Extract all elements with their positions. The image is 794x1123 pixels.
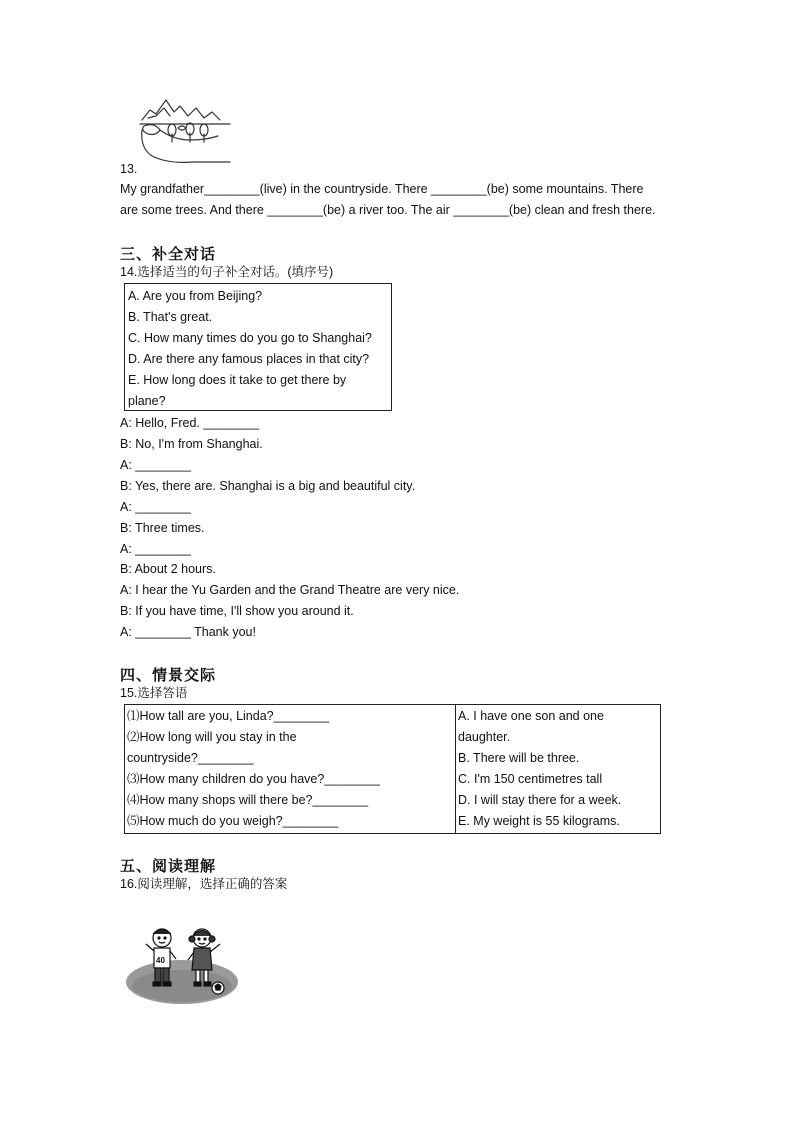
jersey-number: 40 bbox=[156, 956, 165, 965]
dialogue-line: A: ________ bbox=[120, 542, 191, 556]
q15-answer: D. I will stay there for a week. bbox=[458, 793, 622, 807]
dialogue-line: B: Three times. bbox=[120, 521, 205, 535]
dialogue-line: A: ________ bbox=[120, 500, 191, 514]
q14-options-box bbox=[124, 283, 392, 411]
q14-option: A. Are you from Beijing? bbox=[128, 289, 263, 303]
landscape-sketch-image bbox=[134, 96, 234, 166]
q14-option: E. How long does it take to get there by bbox=[128, 373, 347, 387]
dialogue-line: A: ________ bbox=[120, 458, 191, 472]
q14-option: B. That's great. bbox=[128, 310, 213, 324]
dialogue-line: A: Hello, Fred. ________ bbox=[120, 416, 259, 430]
q14-option: plane? bbox=[128, 394, 166, 408]
q13-line-2: are some trees. And there ________(be) a river too. The air ________(be) clean and fresh there. bbox=[120, 203, 656, 217]
children-football-image bbox=[126, 924, 240, 1008]
q14-option: C. How many times do you go to Shanghai? bbox=[128, 331, 372, 345]
q15-question: ⑷How many shops will there be?________ bbox=[127, 793, 369, 807]
q15-question: ⑶How many children do you have?________ bbox=[127, 772, 380, 786]
q13-number: 13. bbox=[120, 162, 138, 176]
q15-answer: C. I'm 150 centimetres tall bbox=[458, 772, 603, 786]
q15-question: ⑵How long will you stay in the bbox=[127, 730, 297, 744]
q15-answer: E. My weight is 55 kilograms. bbox=[458, 814, 620, 828]
q15-answer: daughter. bbox=[458, 730, 511, 744]
q15-answer: A. I have one son and one bbox=[458, 709, 604, 723]
q15-question: countryside?________ bbox=[127, 751, 254, 765]
q15-question: ⑸How much do you weigh?________ bbox=[127, 814, 339, 828]
q15-title: 15.选择答语 bbox=[120, 686, 188, 700]
q15-matching-table bbox=[124, 704, 661, 834]
section4-heading: 四、情景交际 bbox=[120, 667, 217, 684]
q13-line-1: My grandfather________(live) in the countryside. There ________(be) some mountains. There bbox=[120, 182, 644, 196]
q15-answer: B. There will be three. bbox=[458, 751, 580, 765]
q14-title: 14.选择适当的句子补全对话。(填序号) bbox=[120, 265, 334, 279]
section3-heading: 三、补全对话 bbox=[120, 246, 217, 263]
dialogue-line: B: No, I'm from Shanghai. bbox=[120, 437, 263, 451]
q15-question: ⑴How tall are you, Linda?________ bbox=[127, 709, 330, 723]
dialogue-line: A: I hear the Yu Garden and the Grand Theatre are very nice. bbox=[120, 583, 460, 597]
q15-questions-cell bbox=[125, 705, 456, 834]
dialogue-line: B: Yes, there are. Shanghai is a big and beautiful city. bbox=[120, 479, 416, 493]
q14-option: D. Are there any famous places in that city? bbox=[128, 352, 370, 366]
dialogue-line: A: ________ Thank you! bbox=[120, 625, 256, 639]
q16-title: 16.阅读理解，选择正确的答案 bbox=[120, 877, 288, 891]
q15-answers-cell bbox=[456, 705, 661, 834]
section5-heading: 五、阅读理解 bbox=[120, 858, 217, 875]
dialogue-line: B: If you have time, I'll show you around it. bbox=[120, 604, 354, 618]
dialogue-line: B: About 2 hours. bbox=[120, 562, 216, 576]
